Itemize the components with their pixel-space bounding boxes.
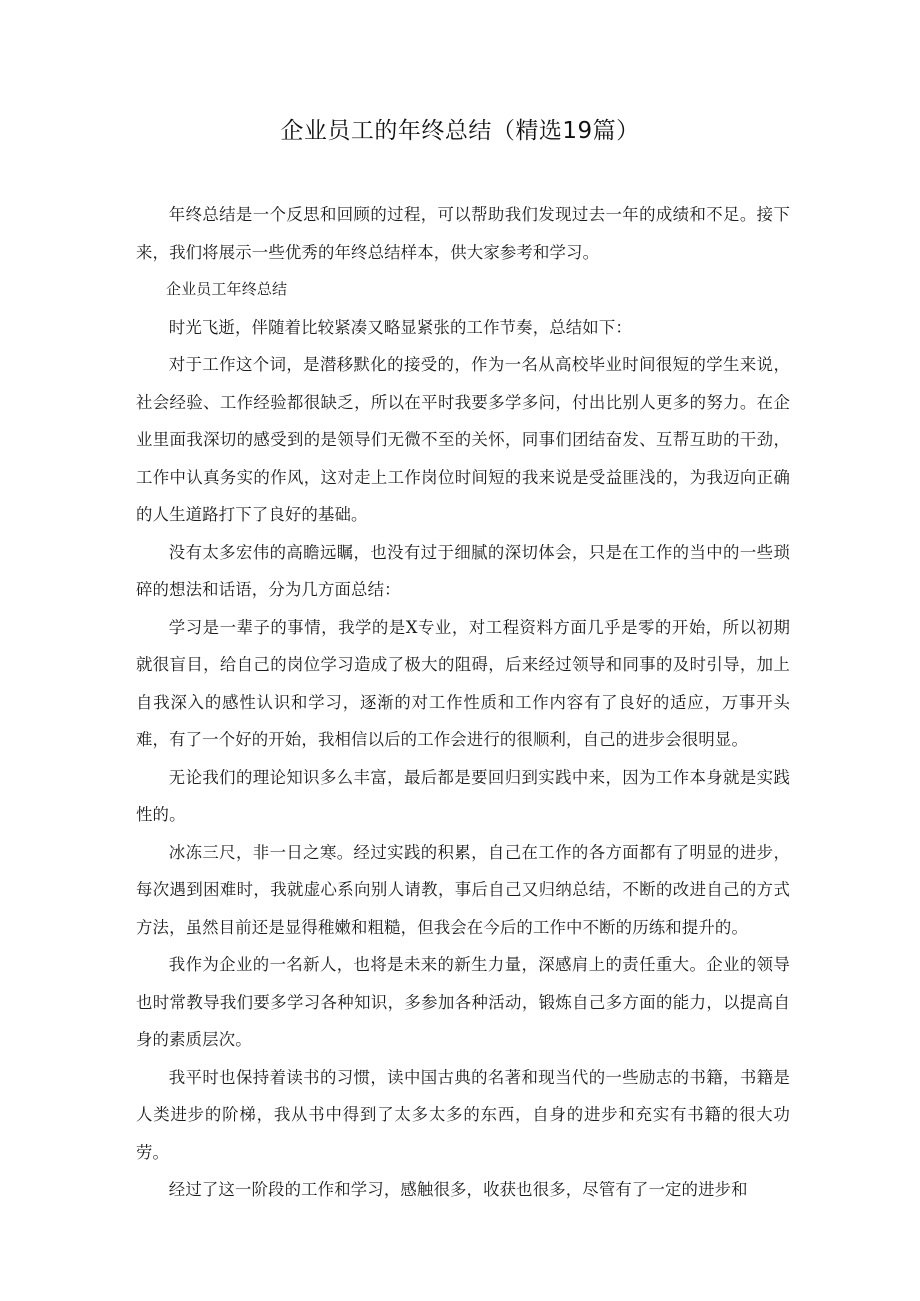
intro-paragraph: 年终总结是一个反思和回顾的过程，可以帮助我们发现过去一年的成绩和不足。接下来，我们将展示一些优秀的年终总结样本，供大家参考和学习。 — [136, 205, 790, 262]
body-paragraph: 时光飞逝，伴随着比较紧凑又略显紧张的工作节奏，总结如下： — [168, 317, 632, 337]
document-body — [136, 196, 790, 1209]
body-paragraph: 冰冻三尺，非一日之寒。经过实践的积累，自己在工作的各方面都有了明显的进步，每次遇到困难时，我就虚心系向别人请教，事后自己又归纳总结，不断的改进自己的方式方法，虽然目前还是显得稚嫩和粗糙，但我会在今后的工作中不断的历练和提升的。 — [136, 842, 790, 937]
body-paragraph: 没有太多宏伟的高瞻远瞩，也没有过于细腻的深切体会，只是在工作的当中的一些琐碎的想法和话语，分为几方面总结： — [136, 542, 790, 599]
body-paragraph: 对于工作这个词，是潜移默化的接受的，作为一名从高校毕业时间很短的学生来说，社会经验、工作经验都很缺乏，所以在平时我要多学多问，付出比别人更多的努力。在企业里面我深切的感受到的是领导们无微不至的关怀，同事们团结奋发、互帮互助的干劲，工作中认真务实的作风，这对走上工作岗位时间短的我来说是受益匪浅的，为我迈向正确的人生道路打下了良好的基础。 — [136, 355, 790, 524]
body-paragraph: 无论我们的理论知识多么丰富，最后都是要回归到实践中来，因为工作本身就是实践性的。 — [136, 767, 790, 824]
section-heading: 企业员工年终总结 — [166, 280, 288, 298]
body-paragraph: 学习是一辈子的事情，我学的是X专业，对工程资料方面几乎是零的开始，所以初期就很盲目，给自己的岗位学习造成了极大的阻碍，后来经过领导和同事的及时引导，加上自我深入的感性认识和学习，逐渐的对工作性质和工作内容有了良好的适应，万事开头难，有了一个好的开始，我相信以后的工作会进行的很顺利，自己的进步会很明显。 — [136, 617, 790, 749]
body-paragraph: 我平时也保持着读书的习惯，读中国古典的名著和现当代的一些励志的书籍，书籍是人类进步的阶梯，我从书中得到了太多太多的东西，自身的进步和充实有书籍的很大功劳。 — [136, 1067, 790, 1162]
body-paragraph: 我作为企业的一名新人，也将是未来的新生力量，深感肩上的责任重大。企业的领导也时常教导我们要多学习各种知识，多参加各种活动，锻炼自己多方面的能力，以提高自身的素质层次。 — [136, 955, 790, 1049]
body-paragraph: 经过了这一阶段的工作和学习，感触很多，收获也很多，尽管有了一定的进步和 — [168, 1180, 748, 1199]
document-title: 企业员工的年终总结（精选19篇） — [280, 118, 640, 144]
